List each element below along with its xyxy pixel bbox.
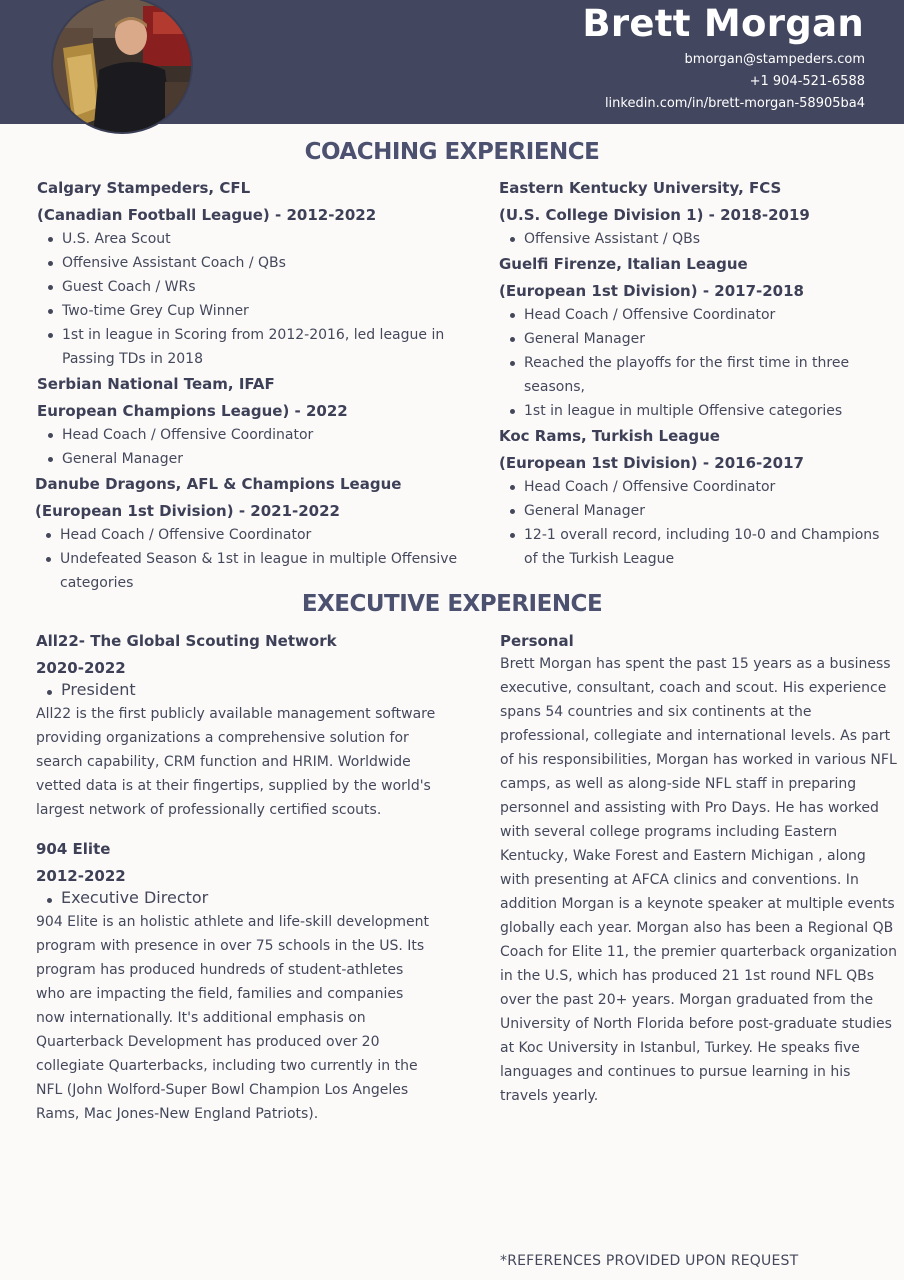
role-item: Executive Director	[36, 888, 436, 908]
org-league-dates: (European 1st Division) - 2017-2018	[499, 282, 804, 300]
executive-entry	[36, 630, 436, 822]
bullet-list	[499, 227, 894, 251]
org-description: All22 is the first publicly available management software providing organizations a comprehensive solution for search capability, CRM function and HRIM. Worldwide vetted data is at their fingertips, supplied by the world's largest network of professionally certified scouts.	[36, 706, 436, 818]
org-description: 904 Elite is an holistic athlete and life-skill development program with presence in over 75 schools in the US. Its program has produced hundreds of student-athletes who are impacting the field, families and companies now internationally. It's additional emphasis on Quarterback Development has produced over 20 collegiate Quarterbacks, including two currently in the NFL (John Wolford-Super Bowl Champion Los Angeles Rams, Mac Jones-New England Patriots).	[36, 914, 429, 1122]
org-name: Serbian National Team, IFAF	[37, 375, 275, 393]
contact-phone[interactable]: +1 904-521-6588	[749, 74, 865, 89]
list-item: Reached the playoffs for the first time in three seasons,	[499, 351, 894, 399]
personal-bio: Brett Morgan has spent the past 15 years as a business executive, consultant, coach and scout. His experience spans 54 countries and six continents at the professional, collegiate and international levels. As part of his responsibilities, Morgan has worked in various NFL camps, as well as along-side NFL staff in preparing personnel and assisting with Pro Days. He has worked with several college programs including Eastern Kentucky, Wake Forest and Eastern Michigan , along with presenting at AFCA clinics and conventions. In addition Morgan is a keynote speaker at multiple events globally each year. Morgan also has been a Regional QB Coach for Elite 11, the premier quarterback organization in the U.S, which has produced 21 1st round NFL QBs over the past 20+ years. Morgan graduated from the University of North Florida before post-graduate studies at Koc University in Istanbul, Turkey. He speaks five languages and continues to pursue learning in his travels yearly.	[500, 656, 897, 1104]
coaching-section-title: COACHING EXPERIENCE	[304, 139, 600, 165]
role-item: President	[36, 680, 436, 700]
coaching-entry	[37, 373, 467, 471]
coaching-entry	[499, 253, 894, 423]
coaching-left-column	[37, 177, 467, 597]
list-item: 1st in league in Scoring from 2012-2016, led league in Passing TDs in 2018	[37, 323, 467, 371]
list-item: General Manager	[499, 499, 894, 523]
contact-linkedin[interactable]: linkedin.com/in/brett-morgan-58905ba4	[604, 96, 865, 111]
bullet-list	[37, 423, 467, 471]
bullet-list	[499, 303, 894, 423]
org-league-dates: (European 1st Division) - 2021-2022	[35, 502, 340, 520]
org-dates: 2012-2022	[36, 867, 126, 885]
list-item: Two-time Grey Cup Winner	[37, 299, 467, 323]
executive-left-column	[36, 630, 436, 1126]
org-name: 904 Elite	[36, 840, 111, 858]
list-item: 1st in league in multiple Offensive categories	[499, 399, 894, 423]
org-name: Koc Rams, Turkish League	[499, 427, 720, 445]
coaching-right-column	[499, 177, 894, 573]
coaching-entry	[499, 177, 894, 251]
list-item: Head Coach / Offensive Coordinator	[35, 523, 467, 547]
org-name: Eastern Kentucky University, FCS	[499, 179, 782, 197]
list-item: Head Coach / Offensive Coordinator	[499, 303, 894, 327]
org-league-dates: European Champions League) - 2022	[37, 402, 348, 420]
list-item: General Manager	[37, 447, 467, 471]
list-item: Offensive Assistant / QBs	[499, 227, 894, 251]
role-list	[36, 680, 436, 700]
org-name: Guelfi Firenze, Italian League	[499, 255, 748, 273]
contact-email[interactable]: bmorgan@stampeders.com	[684, 52, 865, 67]
list-item: General Manager	[499, 327, 894, 351]
candidate-name: Brett Morgan	[582, 2, 864, 45]
list-item: U.S. Area Scout	[37, 227, 467, 251]
org-league-dates: (Canadian Football League) - 2012-2022	[37, 206, 377, 224]
org-league-dates: (U.S. College Division 1) - 2018-2019	[499, 206, 810, 224]
org-name: Calgary Stampeders, CFL	[37, 179, 251, 197]
list-item: Head Coach / Offensive Coordinator	[37, 423, 467, 447]
executive-entry	[36, 838, 436, 1126]
role-list	[36, 888, 436, 908]
header-banner	[0, 0, 904, 124]
org-league-dates: (European 1st Division) - 2016-2017	[499, 454, 804, 472]
org-dates: 2020-2022	[36, 659, 126, 677]
org-name: All22- The Global Scouting Network	[36, 632, 337, 650]
bullet-list	[499, 475, 894, 571]
coaching-entry	[35, 473, 467, 595]
coaching-entry	[499, 425, 894, 571]
references-note: *REFERENCES PROVIDED UPON REQUEST	[500, 1253, 799, 1269]
list-item: Guest Coach / WRs	[37, 275, 467, 299]
list-item: 12-1 overall record, including 10-0 and Champions of the Turkish League	[499, 523, 894, 571]
bullet-list	[35, 523, 467, 595]
profile-photo	[51, 0, 193, 134]
personal-column	[500, 630, 898, 1108]
bullet-list	[37, 227, 467, 371]
list-item: Offensive Assistant Coach / QBs	[37, 251, 467, 275]
coaching-entry	[37, 177, 467, 371]
personal-title: Personal	[500, 632, 574, 650]
executive-section-title: EXECUTIVE EXPERIENCE	[301, 591, 603, 617]
org-name: Danube Dragons, AFL & Champions League	[35, 475, 402, 493]
list-item: Undefeated Season & 1st in league in multiple Offensive categories	[35, 547, 467, 595]
list-item: Head Coach / Offensive Coordinator	[499, 475, 894, 499]
